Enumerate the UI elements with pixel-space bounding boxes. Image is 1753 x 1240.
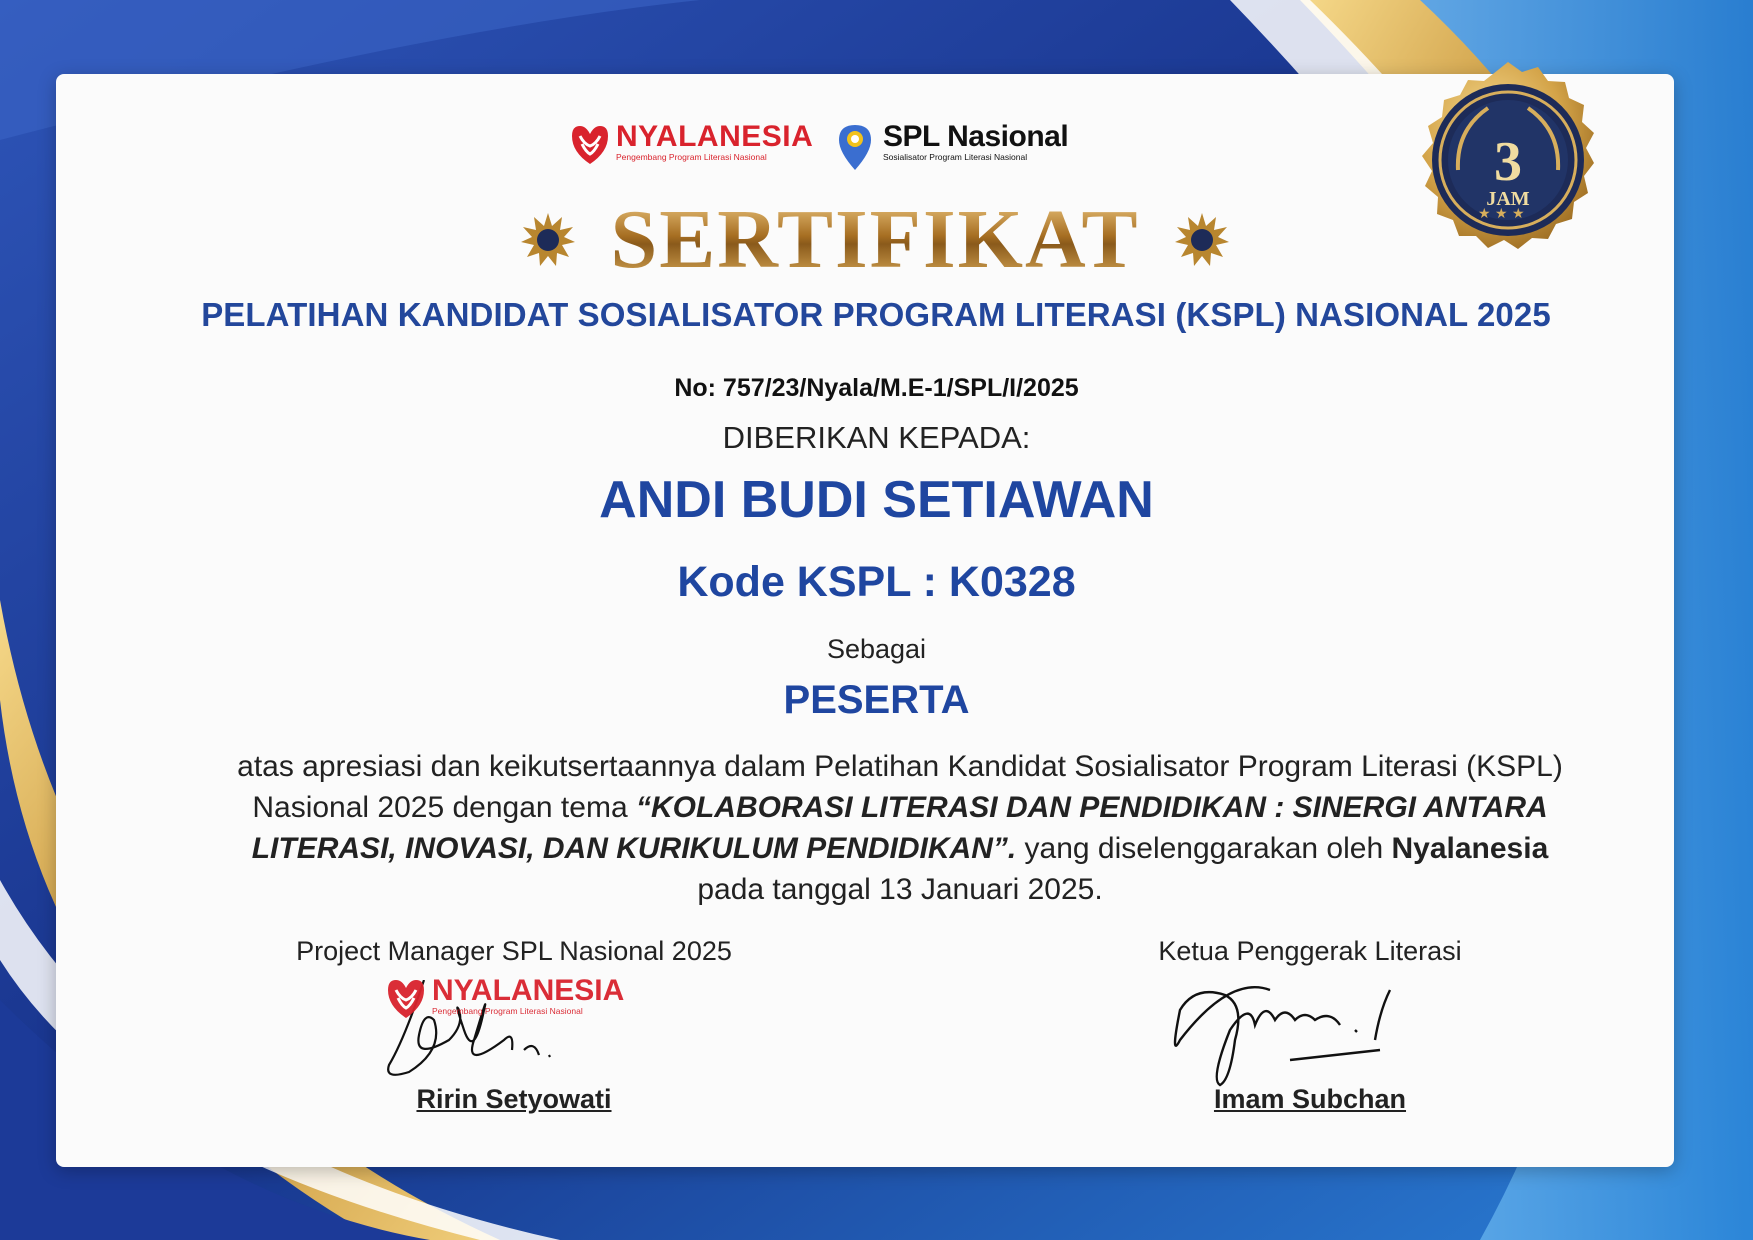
location-pin-icon	[835, 122, 875, 172]
signature-scribble	[1150, 980, 1450, 1090]
sun-ornament-icon	[1174, 212, 1230, 268]
given-to-label: DIBERIKAN KEPADA:	[722, 420, 1031, 455]
kspl-code: Kode KSPL : K0328	[677, 558, 1076, 606]
header-logos	[570, 118, 1070, 178]
nyalanesia-mark-icon	[570, 122, 610, 166]
description-text: yang diselenggarakan oleh	[1016, 832, 1392, 865]
nyalanesia-logo-tagline: Pengembang Program Literasi Nasional	[616, 152, 767, 162]
spl-logo	[835, 122, 1068, 172]
sun-ornament-icon	[520, 212, 576, 268]
nyalanesia-mark-icon	[386, 976, 426, 1020]
signer-name: Ririn Setyowati	[416, 1084, 612, 1114]
spl-logo-name: SPL Nasional	[883, 120, 1069, 153]
certificate-description	[215, 746, 1585, 910]
recipient-name: ANDI BUDI SETIAWAN	[599, 471, 1154, 529]
description-organizer: Nyalanesia	[1391, 832, 1549, 865]
description-theme: “KOLABORASI LITERASI DAN PENDIDIKAN : SINERGI ANTARA LITERASI, INOVASI, DAN KURIKULUM PENDIDIKAN”.	[251, 791, 1548, 865]
medal-unit: JAM	[1486, 188, 1530, 210]
description-text: atas apresiasi dan keikutsertaannya dalam Pelatihan Kandidat Sosialisator Program Literasi (KSPL) Nasional 2025 dengan tema	[237, 750, 1563, 824]
nyalanesia-logo	[570, 122, 813, 166]
certificate-title: SERTIFIKAT	[590, 200, 1160, 280]
svg-text:★ ★ ★: ★ ★ ★	[1478, 206, 1525, 222]
signer-title: Project Manager SPL Nasional 2025	[296, 936, 732, 966]
as-label: Sebagai	[826, 634, 927, 664]
signer-title: Ketua Penggerak Literasi	[1158, 936, 1462, 966]
stamp-logo-tagline: Pengembang Program Literasi Nasional	[432, 1006, 583, 1016]
spl-logo-tagline: Sosialisator Program Literasi Nasional	[883, 152, 1028, 162]
duration-medal	[1408, 60, 1608, 260]
medal-value: 3	[1494, 131, 1522, 193]
stamp-logo-name: NYALANESIA	[432, 974, 625, 1007]
signer-name: Imam Subchan	[1213, 1084, 1407, 1114]
recipient-role: PESERTA	[783, 678, 970, 722]
description-text: pada tanggal 13 Januari 2025.	[697, 873, 1103, 906]
nyalanesia-logo-name: NYALANESIA	[616, 120, 814, 153]
certificate-number: No: 757/23/Nyala/M.E-1/SPL/I/2025	[674, 374, 1079, 402]
title-row	[520, 193, 1230, 286]
signature-block-right	[1050, 936, 1570, 1114]
certificate-subtitle: PELATIHAN KANDIDAT SOSIALISATOR PROGRAM LITERASI (KSPL) NASIONAL 2025	[201, 296, 1551, 333]
nyalanesia-stamp	[386, 976, 624, 1020]
